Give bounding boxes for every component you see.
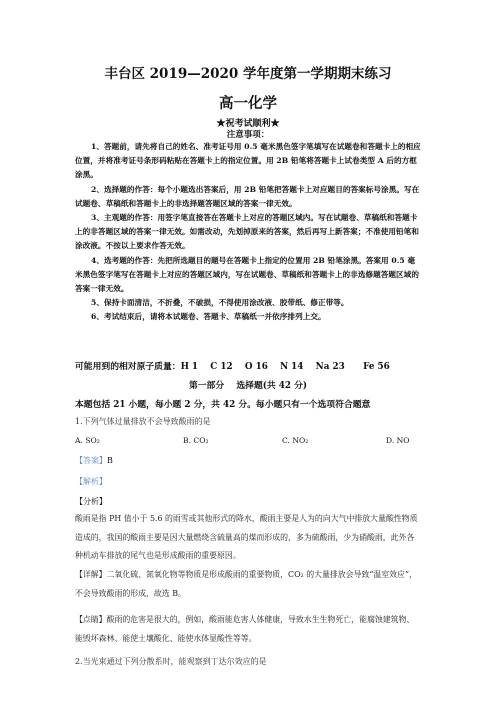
option-d: D. NO [386, 436, 410, 445]
answer-tag: 【答案】 [75, 456, 107, 465]
analysis-tag: 【分析】 [75, 497, 107, 506]
answer-value: B [107, 456, 113, 465]
note-item: 3、主观题的作答：用签字笔直接答在答题卡上对应的答题区域内。写在试题卷、草稿纸和答题卡上的非答题区域的答案一律无效。如需改动，先划掉原来的答案，然后再写上新答案；不准使用铅笔和涂改液。不按以上要求作答无效。 [75, 213, 419, 251]
option-a: A. SO₂ [75, 436, 100, 445]
comment-text [75, 611, 421, 648]
note-item: 2、选择题的作答：每个小题选出答案后，用 2B 铅笔把答题卡上对应题目的答案标号涂黑。写在试题卷、草稿纸和答题卡上的非选择题答题区域的答案一律无效。 [75, 184, 420, 208]
answer-line [75, 455, 113, 466]
question-1-stem: 1.下列气体过量排放不会导致酸雨的是 [75, 417, 211, 426]
question-2-stem: 2.当光束通过下列分散系时，能观察到丁达尔效应的是 [75, 657, 267, 666]
atomic-masses: 可能用到的相对原子质量：H 1 C 12 O 16 N 14 Na 23 Fe 56 [75, 362, 390, 372]
part1-heading: 第一部分 选择题(共 42 分) [188, 381, 308, 391]
option-b: B. CO₂ [183, 436, 209, 445]
note-item: 6、考试结束后，请将本试题卷、答题卡、草稿纸一并依序排列上交。 [91, 312, 326, 322]
detail-paragraph: 【详解】二氧化硫、氮氧化物等物质是形成酸雨的重要物质，CO₂ 的大量排放会导致“温室效应”，不会导致酸雨的形成，故选 B。 [75, 570, 417, 598]
wish-line: ★祝考试顺利★ [216, 119, 280, 129]
note-item: 5、保持卡面清洁，不折叠，不破损，不得使用涂改液、胶带纸、修正带等。 [91, 298, 349, 308]
exam-notes [75, 140, 421, 325]
part1-instructions: 本题包括 21 小题，每小题 2 分，共 42 分。每小题只有一个选项符合题意 [75, 400, 371, 410]
explanation-tag: 【解析】 [75, 477, 107, 486]
analysis-paragraph: 酸雨是指 PH 值小于 5.6 的雨雪或其他形式的降水，酸雨主要是人为的向大气中排放大量酸性物质造成的，我国的酸雨主要是因大量燃烧含硫量高的煤而形成的，多为硫酸雨，少为硝酸雨，此外各种机动车排放的尾气也是形成酸雨的重要原因。 [75, 514, 418, 560]
note-item: 1、答题前，请先将自己的姓名、准考证号用 0.5 毫米黑色签字笔填写在试题卷和答题卡上的相应位置，并将准考证号条形码粘贴在答题卡上的指定位置。用 2B 铅笔将答题卡上试卷类型 A 后的方框涂黑。 [75, 142, 421, 180]
question-1-options [75, 436, 421, 448]
exam-title: 丰台区 2019—2020 学年度第一学期期末练习 [104, 66, 392, 82]
option-c: C. NO₂ [282, 436, 309, 445]
detail-text [75, 566, 421, 603]
notes-heading: 注意事项： [226, 130, 270, 140]
subject-title: 高一化学 [219, 95, 277, 112]
comment-paragraph: 【点睛】酸雨的危害是很大的，例如，酸雨能危害人体健康，导致水生生物死亡，能腐蚀建筑物、能毁坏森林、能使土壤酸化、能使水体显酸性等等。 [75, 615, 415, 643]
analysis-text [75, 510, 421, 566]
note-item: 4、选考题的作答：先把所选题目的题号在答题卡上指定的位置用 2B 铅笔涂黑。答案用 0.5 毫米黑色签字笔写在答题卡上对应的答题区域内，写在试题卷、草稿纸和答题卡上的非选修题答题区域的答案一律无效。 [75, 255, 419, 294]
